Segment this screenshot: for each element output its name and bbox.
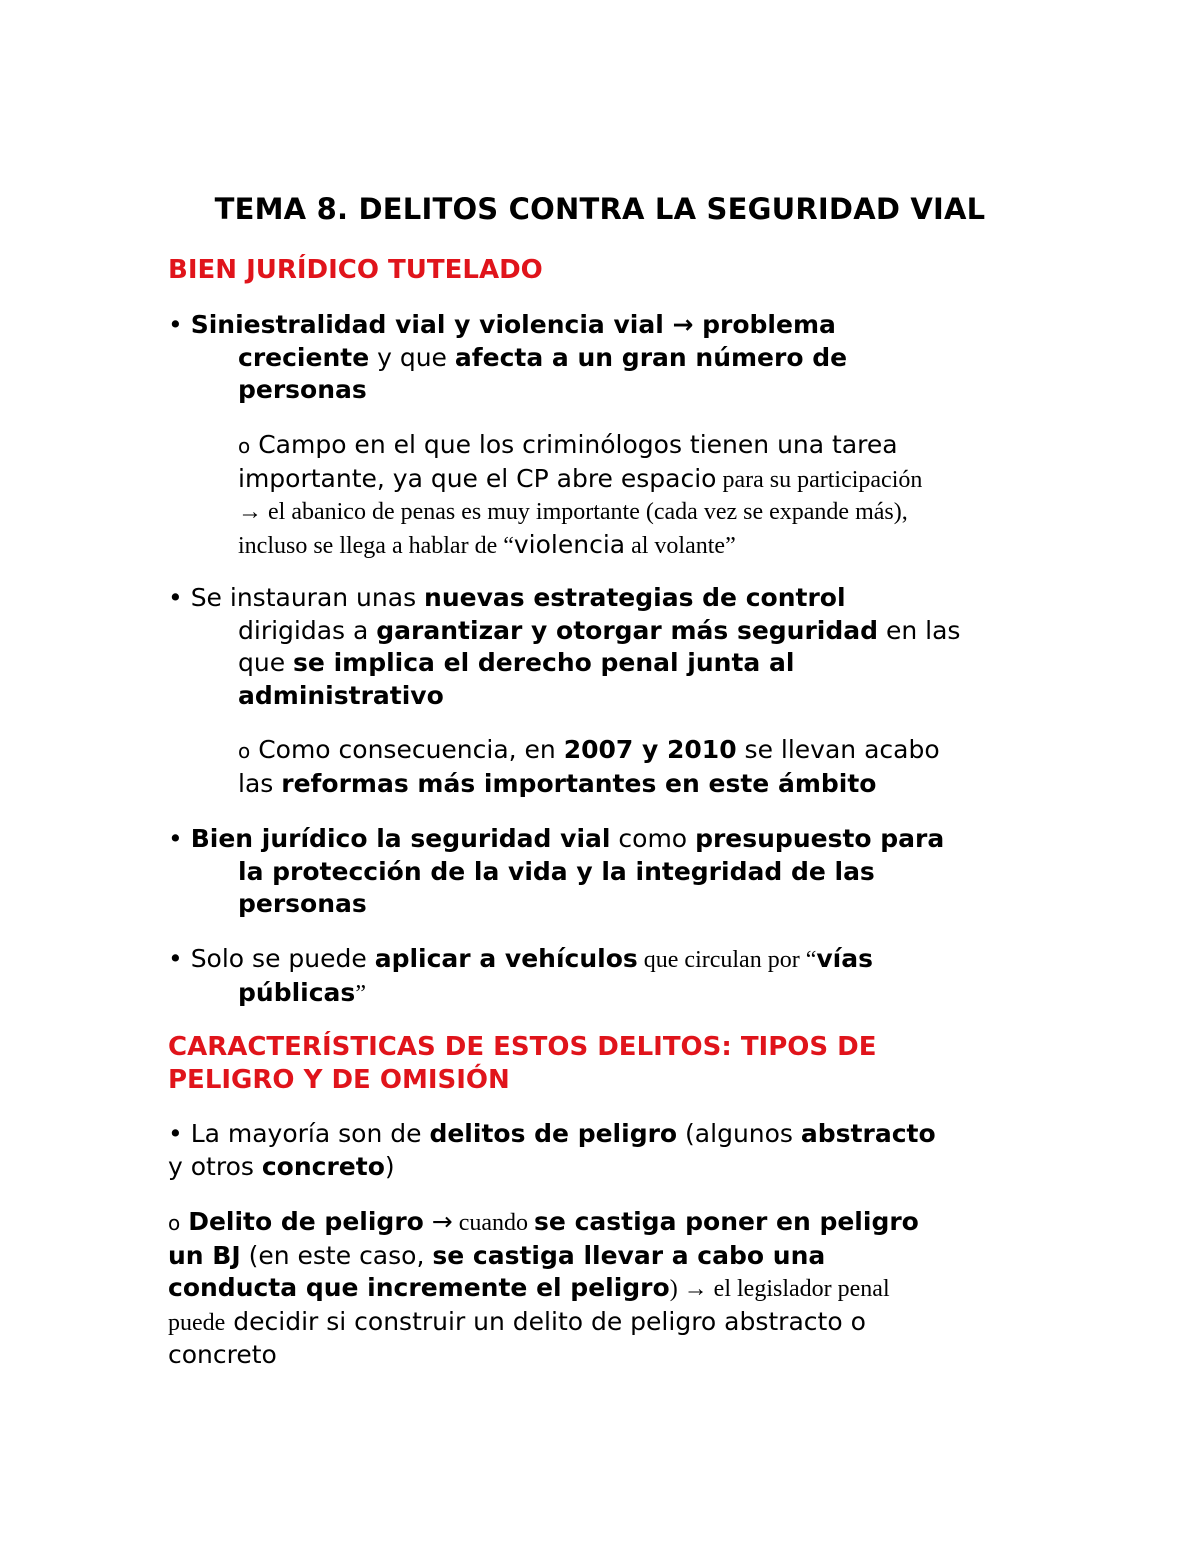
sub-bullet-consecuencia-reformas: o Como consecuencia, en 2007 y 2010 se llevan acabo las reformas más importantes en este ámbito bbox=[238, 735, 940, 798]
bullet-nuevas-estrategias: • Se instauran unas nuevas estrategias de control dirigidas a garantizar y otorgar más seguridad en las que se implica el derecho penal junta al administrativo bbox=[168, 583, 961, 710]
paragraph-delito-de-peligro: o Delito de peligro → cuando se castiga poner en peligro un BJ (en este caso, se castiga llevar a cabo una conducta que incremente el peligro) → el legislador penal puede decidir si construir un delito de peligro abstracto o concreto bbox=[168, 1207, 919, 1369]
bullet-bien-juridico: • Bien jurídico la seguridad vial como presupuesto para la protección de la vida y la integridad de las personas bbox=[168, 824, 945, 918]
section-heading-line-2: PELIGRO Y DE OMISIÓN bbox=[168, 1065, 510, 1095]
bullet-vehiculos: • Solo se puede aplicar a vehículos que circulan por “vías públicas” bbox=[168, 944, 873, 1007]
section-heading-bien-juridico: BIEN JURÍDICO TUTELADO bbox=[168, 255, 543, 285]
paragraph-mayoria-delitos: • La mayoría son de delitos de peligro (algunos abstracto y otros concreto) bbox=[168, 1119, 936, 1181]
bullet-siniestralidad: • Siniestralidad vial y violencia vial → problema creciente y que afecta a un gran número de personas bbox=[168, 310, 848, 404]
section-heading-line-1: CARACTERÍSTICAS DE ESTOS DELITOS: TIPOS DE bbox=[168, 1032, 877, 1062]
section-heading-caracteristicas bbox=[168, 1031, 877, 1097]
document-title: TEMA 8. DELITOS CONTRA LA SEGURIDAD VIAL bbox=[214, 192, 986, 226]
sub-bullet-campo-criminologos: o Campo en el que los criminólogos tienen una tarea importante, ya que el CP abre espacio para su participación → el abanico de penas es muy importante (cada vez se expande más), incluso se llega a hablar de “violencia al volante” bbox=[238, 430, 923, 559]
